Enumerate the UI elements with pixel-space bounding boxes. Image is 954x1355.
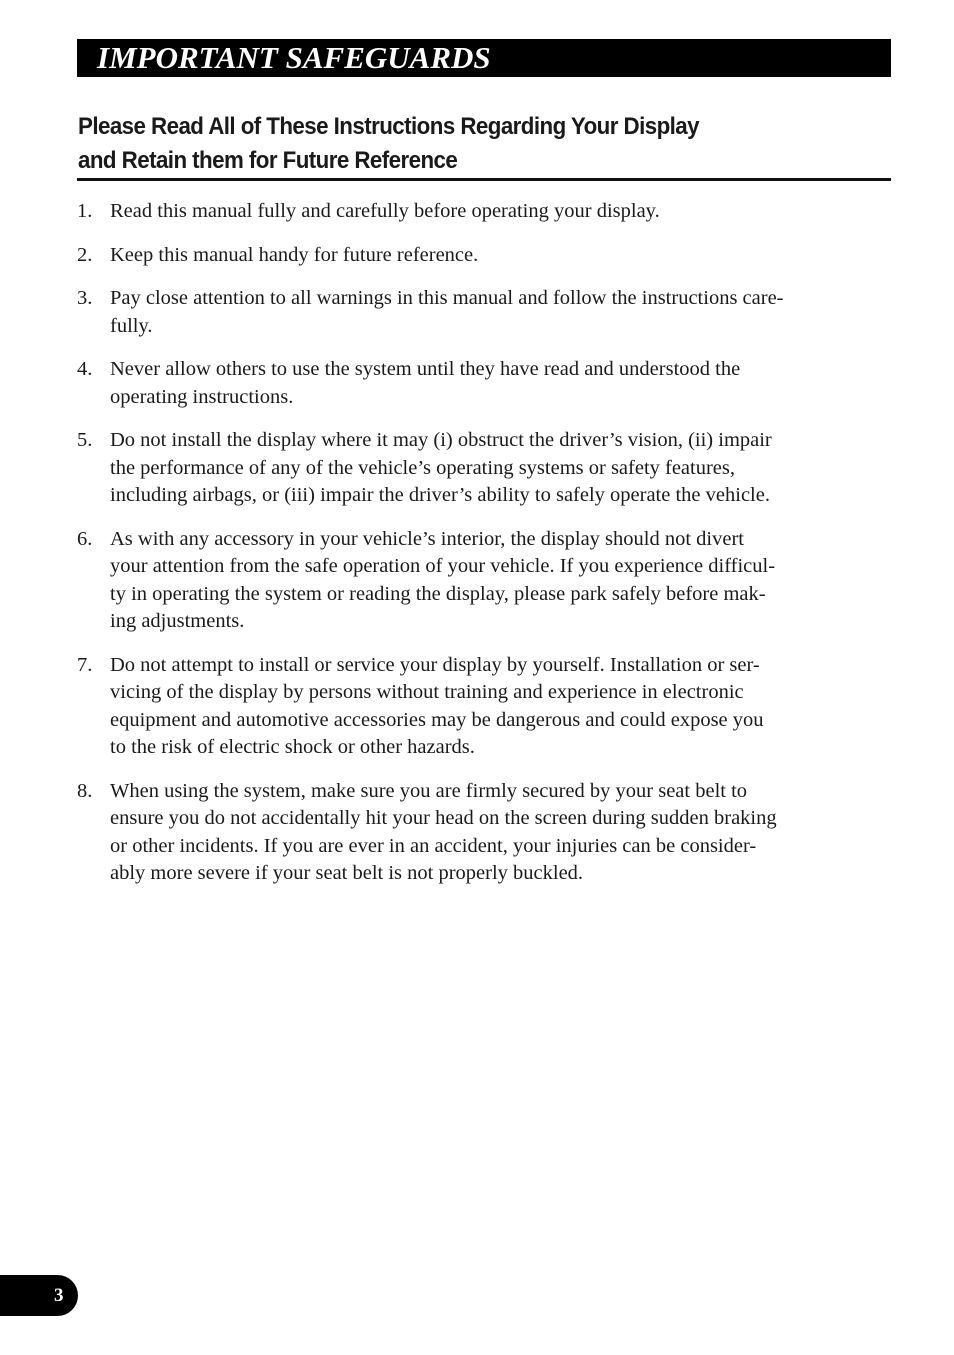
- instruction-line: When using the system, make sure you are firmly secured by your seat belt to: [110, 779, 748, 802]
- instruction-text: [110, 285, 867, 340]
- section-title-bar: [77, 39, 891, 77]
- instruction-item: [77, 526, 867, 636]
- instruction-line: ing adjustments.: [110, 610, 245, 632]
- instruction-line: Never allow others to use the system until they have read and understood the: [110, 358, 741, 380]
- instruction-item: [77, 427, 867, 510]
- instruction-number: 1.: [77, 200, 93, 222]
- instruction-number: 2.: [77, 243, 93, 266]
- section-title: IMPORTANT SAFEGUARDS: [97, 40, 491, 75]
- instruction-text: [110, 526, 867, 636]
- instruction-line: As with any accessory in your vehicle’s interior, the display should not divert: [110, 527, 744, 550]
- instruction-number: 4.: [77, 358, 93, 380]
- subheading: [78, 110, 833, 178]
- instruction-item: [77, 652, 867, 762]
- instruction-text: [110, 242, 867, 270]
- instruction-item: [77, 778, 867, 888]
- page-number: 3: [54, 1285, 64, 1306]
- instruction-number: 5.: [77, 429, 93, 451]
- instruction-text: [110, 356, 867, 411]
- instruction-line: Do not install the display where it may (i) obstruct the driver’s vision, (ii) impair: [110, 429, 772, 451]
- instruction-line: your attention from the safe operation of your vehicle. If you experience difficul-: [110, 555, 776, 577]
- instruction-line: including airbags, or (iii) impair the driver’s ability to safely operate the vehicle.: [110, 484, 770, 506]
- instruction-line: operating instructions.: [110, 385, 294, 408]
- instruction-text: [110, 652, 867, 762]
- page-number-badge: [0, 1275, 78, 1316]
- instruction-line: Do not attempt to install or service your display by yourself. Installation or ser-: [110, 653, 760, 676]
- instruction-text: [110, 427, 867, 510]
- instruction-line: the performance of any of the vehicle’s operating systems or safety features,: [110, 456, 736, 479]
- instruction-item: [77, 242, 867, 270]
- instruction-number: 3.: [77, 287, 93, 309]
- instruction-number: 6.: [77, 527, 93, 550]
- instruction-item: [77, 356, 867, 411]
- subheading-rule: [77, 178, 891, 181]
- subheading-line-1: Please Read All of These Instructions Regarding Your Display: [78, 113, 700, 140]
- instruction-item: [77, 285, 867, 340]
- instruction-number: 7.: [77, 653, 93, 676]
- instruction-line: Read this manual fully and carefully before operating your display.: [110, 200, 660, 222]
- instruction-line: ably more severe if your seat belt is not properly buckled.: [110, 862, 584, 884]
- instruction-line: Pay close attention to all warnings in this manual and follow the instructions care-: [110, 287, 784, 309]
- instruction-line: ensure you do not accidentally hit your head on the screen during sudden braking: [110, 807, 777, 829]
- instruction-line: ty in operating the system or reading the display, please park safely before mak-: [110, 582, 766, 605]
- instruction-line: or other incidents. If you are ever in an accident, your injuries can be consider-: [110, 834, 757, 857]
- instruction-list: [77, 198, 867, 904]
- instruction-item: [77, 198, 867, 226]
- instruction-number: 8.: [77, 779, 93, 802]
- instruction-line: fully.: [110, 314, 153, 337]
- instruction-line: Keep this manual handy for future reference.: [110, 243, 479, 266]
- instruction-line: to the risk of electric shock or other hazards.: [110, 736, 475, 758]
- instruction-line: equipment and automotive accessories may be dangerous and could expose you: [110, 708, 764, 731]
- instruction-text: [110, 778, 867, 888]
- subheading-line-2: and Retain them for Future Reference: [78, 147, 458, 174]
- instruction-text: [110, 198, 867, 226]
- instruction-line: vicing of the display by persons without training and experience in electronic: [110, 681, 744, 703]
